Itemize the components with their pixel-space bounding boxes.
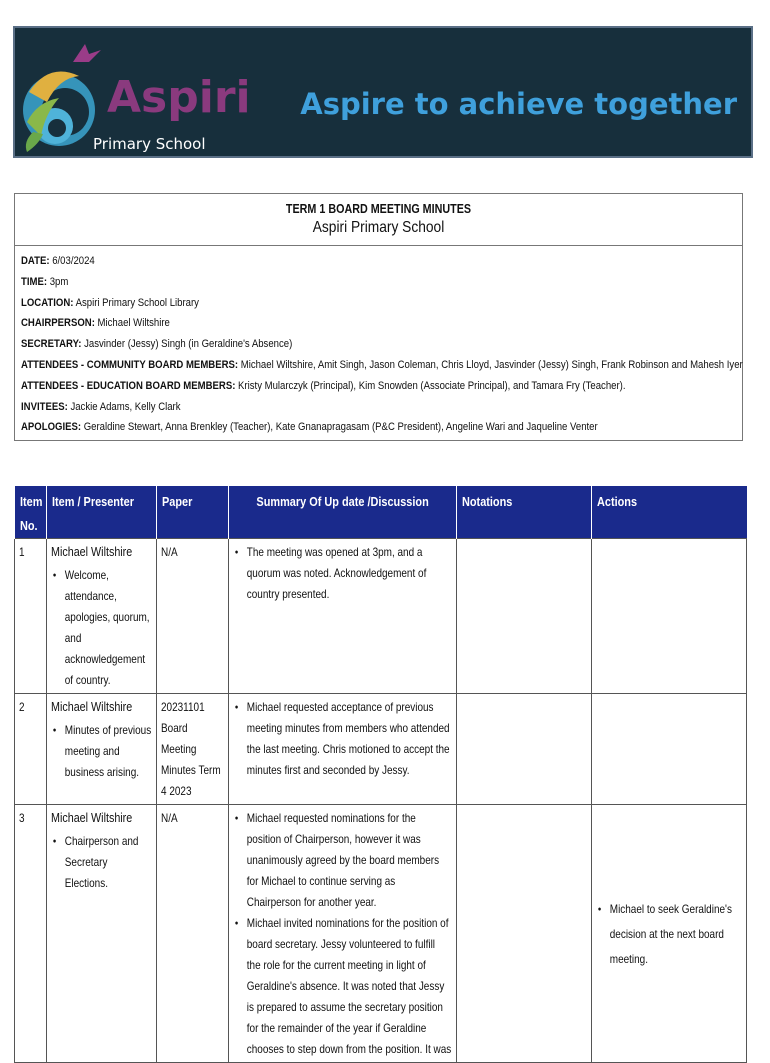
detail-apologies	[21, 417, 743, 438]
table-header-row	[15, 486, 747, 539]
document-title-row	[15, 194, 742, 246]
school-banner	[13, 26, 753, 158]
column-header-item-no: Item No.	[15, 486, 47, 539]
presenter-name: Michael Wiltshire	[51, 700, 133, 714]
logo-school-type: Primary School	[93, 135, 206, 153]
detail-label: DATE:	[21, 255, 50, 267]
detail-label: LOCATION:	[21, 296, 74, 309]
detail-label: TIME:	[21, 275, 48, 288]
column-header-paper: Paper	[157, 486, 229, 539]
detail-label: ATTENDEES - EDUCATION BOARD MEMBERS:	[21, 379, 236, 392]
logo-school-name: Aspiri	[107, 72, 251, 123]
action-point: ● Michael to seek Geraldine's decision at the next board meeting.	[596, 897, 742, 972]
meeting-details	[15, 246, 742, 438]
summary-point: ● The meeting was opened at 3pm, and a quorum was noted. Acknowledgement of country presented.	[233, 542, 451, 605]
presenter-name: Michael Wiltshire	[51, 811, 133, 825]
detail-secretary	[21, 334, 743, 355]
summary-cell	[229, 539, 457, 694]
detail-value: Michael Wiltshire, Amit Singh, Jason Coleman, Chris Lloyd, Jasvinder (Jessy) Singh, Frank Robinson and Mahesh Iyer	[238, 358, 743, 371]
meeting-details-box	[14, 193, 743, 441]
item-topic: ● Welcome, attendance, apologies, quorum, and acknowledgement of country.	[51, 565, 152, 691]
summary-cell	[229, 805, 457, 1063]
detail-label: ATTENDEES - COMMUNITY BOARD MEMBERS:	[21, 358, 239, 371]
detail-label: CHAIRPERSON:	[21, 317, 95, 330]
detail-value: Geraldine Stewart, Anna Brenkley (Teacher), Kate Gnanapragasam (P&C President), Angeline Wari and Jaqueline Venter	[81, 421, 598, 434]
item-no-cell: 1	[15, 539, 47, 694]
detail-education-attendees	[21, 376, 743, 397]
column-header-notations: Notations	[457, 486, 592, 539]
detail-label: APOLOGIES:	[21, 421, 82, 434]
detail-value: 6/03/2024	[49, 255, 95, 267]
school-tagline: Aspire to achieve together	[300, 87, 737, 121]
summary-point: ● Michael requested nominations for the position of Chairperson, however it was unanimously agreed by the board members for Michael to continue serving as Chairperson for another year.	[233, 808, 451, 913]
item-presenter-cell	[47, 694, 157, 805]
item-no-cell: 2	[15, 694, 47, 805]
detail-value: Aspiri Primary School Library	[73, 296, 199, 309]
school-logo	[19, 32, 251, 156]
column-header-actions: Actions	[592, 486, 747, 539]
detail-value: Kristy Mularczyk (Principal), Kim Snowden (Associate Principal), and Tamara Fry (Teacher).	[235, 379, 626, 392]
detail-label: INVITEES:	[21, 400, 68, 413]
item-topic-list	[51, 565, 152, 691]
notations-cell	[457, 805, 592, 1063]
detail-label: SECRETARY:	[21, 338, 82, 351]
summary-cell	[229, 694, 457, 805]
table-row	[15, 539, 747, 694]
detail-value: Jackie Adams, Kelly Clark	[67, 400, 181, 413]
paper-cell: N/A	[157, 539, 229, 694]
table-row	[15, 805, 747, 1063]
document-school-name: Aspiri Primary School	[312, 219, 445, 236]
item-presenter-cell	[47, 539, 157, 694]
presenter-name: Michael Wiltshire	[51, 545, 133, 559]
table-row	[15, 694, 747, 805]
summary-point: ● Michael invited nominations for the position of board secretary. Jessy volunteered to fulfill the role for the current meeting in light of Geraldine's absence. It was noted that Jessy is prepared to assume the secretary position for the remainder of the year if Geraldine chooses to step down from the position. It was	[233, 913, 451, 1060]
minutes-table	[14, 486, 747, 1063]
detail-value: Michael Wiltshire	[94, 317, 170, 330]
column-header-summary: Summary Of Up date /Discussion	[229, 486, 457, 539]
detail-value: Jasvinder (Jessy) Singh (in Geraldine's Absence)	[81, 338, 293, 351]
detail-location	[21, 293, 743, 314]
item-no-cell: 3	[15, 805, 47, 1063]
detail-date	[21, 251, 743, 272]
paper-cell: 20231101 Board Meeting Minutes Term 4 2023	[157, 694, 229, 805]
item-topic-list	[51, 720, 152, 783]
detail-community-attendees	[21, 355, 743, 376]
document-title: TERM 1 BOARD MEETING MINUTES	[285, 202, 472, 216]
item-topic: ● Chairperson and Secretary Elections.	[51, 831, 152, 894]
notations-cell	[457, 694, 592, 805]
item-topic-list	[51, 831, 152, 894]
actions-cell	[592, 805, 747, 1063]
item-topic: ● Minutes of previous meeting and business arising.	[51, 720, 152, 783]
item-presenter-cell	[47, 805, 157, 1063]
summary-point: ● Michael requested acceptance of previous meeting minutes from members who attended the last meeting. Chris motioned to accept the minutes first and seconded by Jessy.	[233, 697, 451, 781]
detail-invitees	[21, 397, 743, 418]
detail-value: 3pm	[47, 275, 69, 288]
actions-cell	[592, 694, 747, 805]
notations-cell	[457, 539, 592, 694]
paper-cell: N/A	[157, 805, 229, 1063]
detail-time	[21, 272, 743, 293]
detail-chairperson	[21, 313, 743, 334]
actions-cell	[592, 539, 747, 694]
column-header-item-presenter: Item / Presenter	[47, 486, 157, 539]
